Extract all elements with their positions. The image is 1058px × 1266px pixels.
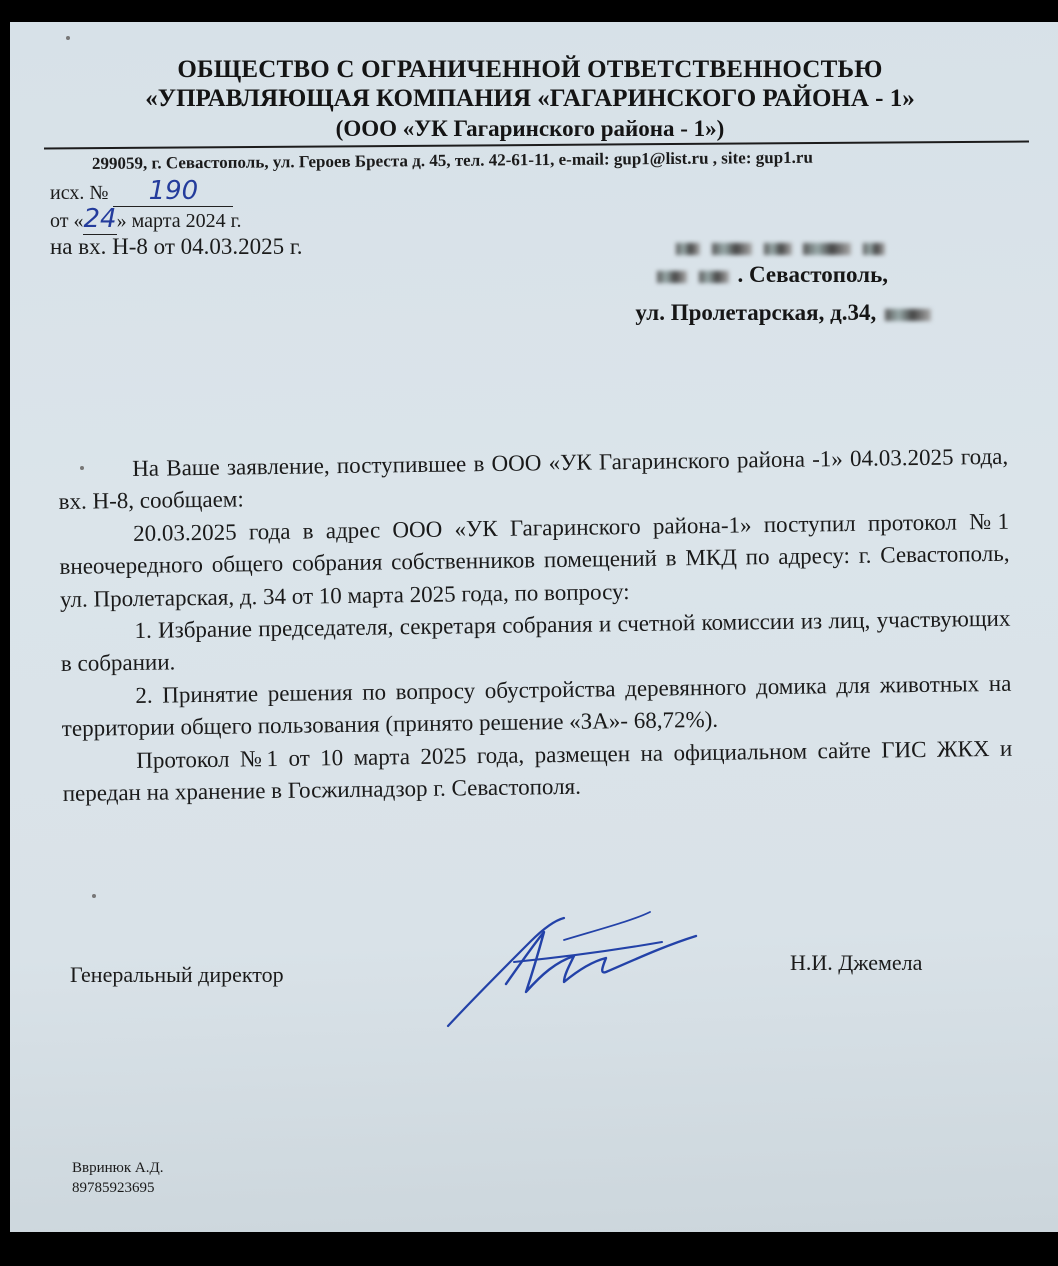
redaction-block	[657, 271, 687, 283]
handwritten-signature	[434, 902, 714, 1032]
recipient-city-text: . Севастополь,	[737, 262, 888, 287]
paper-speck	[66, 36, 70, 40]
outgoing-number-value: 190	[113, 176, 233, 207]
executor-info	[72, 1158, 163, 1198]
redaction-block	[764, 243, 792, 255]
letter-body	[58, 441, 1013, 811]
redaction-block	[863, 243, 885, 255]
redaction-block	[885, 309, 931, 321]
paragraph-protocol: 20.03.2025 года в адрес ООО «УК Гагаринского района-1» поступил протокол №1 внеочередного общего собрания собственников помещений в МКД по адресу: г. Севастополь, ул. Пролетарская, д. 34 от 10 марта 2025 года, по вопросу:	[59, 508, 1010, 612]
recipient-street	[635, 300, 934, 326]
letter-page	[10, 22, 1058, 1232]
executor-phone: 89785923695	[72, 1180, 155, 1196]
outgoing-number-line	[50, 176, 233, 207]
recipient-name-redacted	[673, 234, 888, 254]
date-suffix: » марта 2024 г.	[116, 210, 242, 232]
letter-date-line	[50, 204, 242, 234]
company-name-line1: ОБЩЕСТВО С ОГРАНИЧЕННОЙ ОТВЕТСТВЕННОСТЬЮ	[177, 56, 883, 83]
date-prefix: от «	[50, 210, 84, 232]
date-day: 24	[83, 204, 117, 234]
recipient-street-text: ул. Пролетарская, д.34,	[635, 300, 877, 325]
company-short-name: (ООО «УК Гагаринского района - 1»)	[335, 116, 725, 141]
redaction-block	[676, 243, 700, 255]
executor-name: Ввринюк А.Д.	[72, 1160, 164, 1176]
incoming-reference: на вх. Н-8 от 04.03.2025 г.	[50, 234, 303, 259]
agenda-item-1: 1. Избрание председателя, секретаря собрания и счетной комиссии из лиц, участвующих в собрании.	[60, 605, 1011, 677]
redaction-block	[803, 243, 851, 255]
company-contacts: 299059, г. Севастополь, ул. Героев Бреста д. 45, тел. 42-61-11, e-mail: gup1@list.ru , site: gup1.ru	[91, 147, 813, 173]
agenda-item-2: 2. Принятие решения по вопросу обустройства деревянного домика для животных на территории общего пользования (принято решение «ЗА»- 68,72%).	[61, 670, 1012, 742]
signatory-name: Н.И. Джемела	[790, 950, 923, 975]
company-name-line2: «УПРАВЛЯЮЩАЯ КОМПАНИЯ «ГАГАРИНСКОГО РАЙОНА - 1»	[145, 85, 915, 112]
paper-speck	[92, 894, 96, 898]
outgoing-number-label: исх. №	[50, 182, 109, 204]
paragraph-publication: Протокол №1 от 10 марта 2025 года, размещен на официальном сайте ГИС ЖКХ и передан на хранение в Госжилнадзор г. Севастополя.	[62, 735, 1013, 807]
redaction-block	[712, 243, 752, 255]
redaction-block	[699, 271, 729, 283]
paragraph-intro: На Ваше заявление, поступившее в ООО «УК Гагаринского района -1» 04.03.2025 года, вх. Н-8, сообщаем:	[58, 443, 1009, 515]
signatory-title: Генеральный директор	[70, 962, 284, 987]
recipient-city	[654, 262, 888, 288]
